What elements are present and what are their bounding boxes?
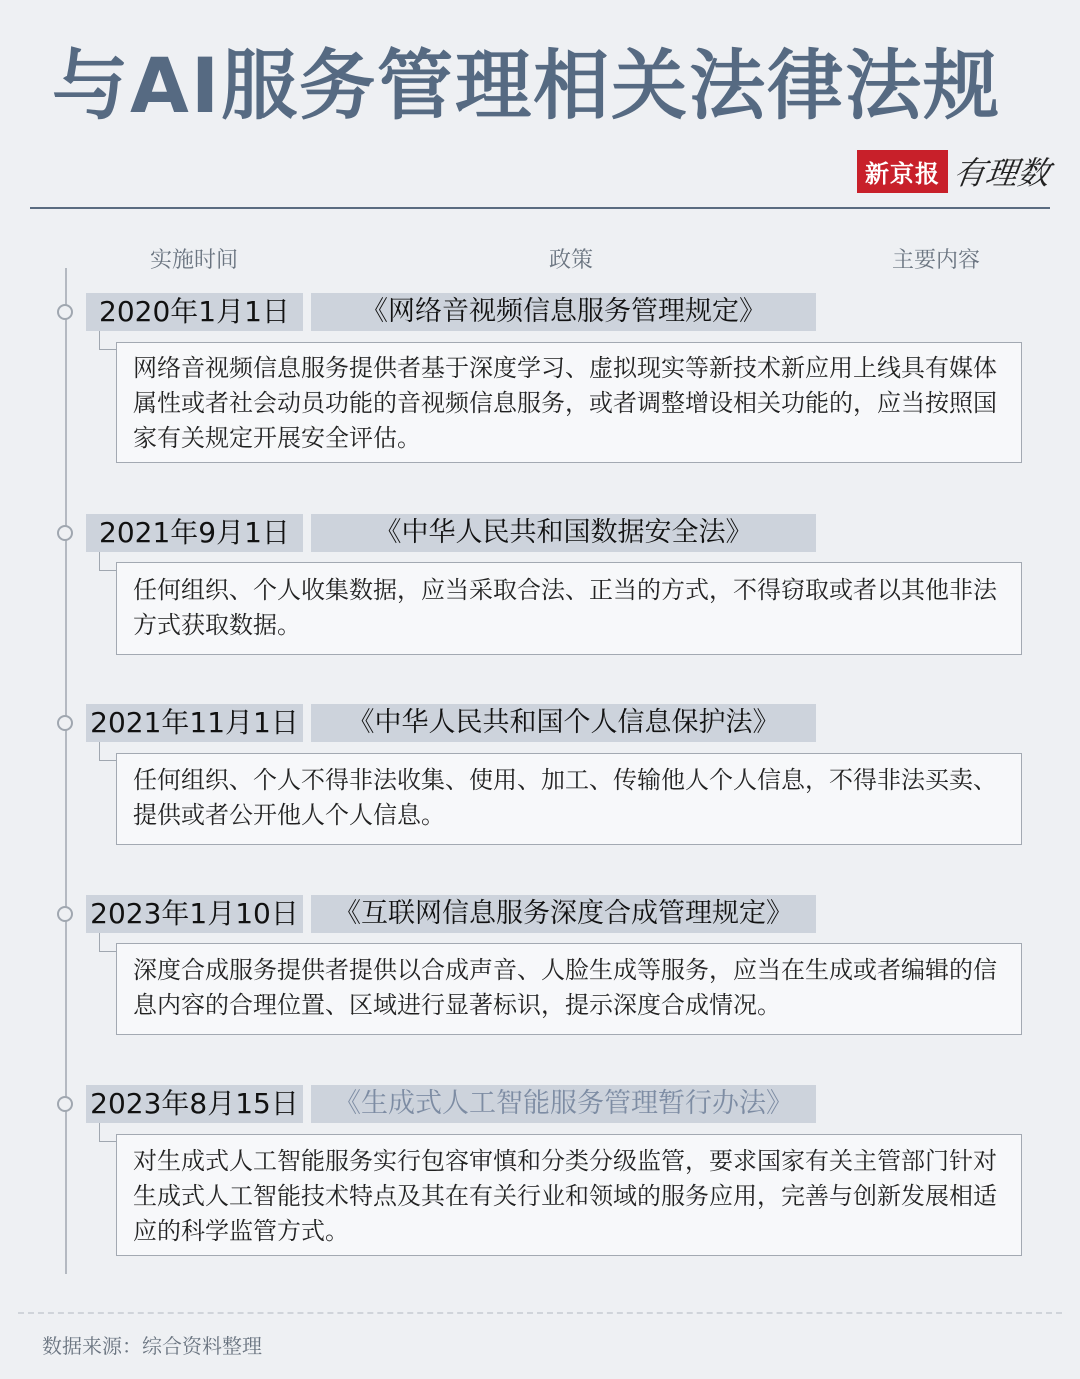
timeline-dot	[57, 1096, 73, 1112]
entry-policy: 《互联网信息服务深度合成管理规定》	[311, 895, 816, 933]
timeline-line	[65, 268, 67, 1274]
entry-date: 2023年8月15日	[86, 1085, 303, 1123]
timeline-dot	[57, 906, 73, 922]
column-header-content: 主要内容	[891, 248, 980, 273]
entry-policy: 《中华人民共和国数据安全法》	[311, 514, 816, 552]
entry-content: 深度合成服务提供者提供以合成声音、人脸生成等服务，应当在生成或者编辑的信息内容的合理位置、区域进行显著标识，提示深度合成情况。	[116, 943, 1022, 1035]
timeline-dot	[57, 525, 73, 541]
timeline-dot	[57, 304, 73, 320]
entry-policy: 《中华人民共和国个人信息保护法》	[311, 704, 816, 742]
entry-content: 任何组织、个人不得非法收集、使用、加工、传输他人个人信息，不得非法买卖、提供或者公开他人个人信息。	[116, 753, 1022, 845]
source-note: 数据来源：综合资料整理	[42, 1334, 262, 1358]
brand-logo	[857, 148, 1053, 194]
entry-date: 2023年1月10日	[86, 895, 303, 933]
entry-date: 2021年9月1日	[86, 514, 303, 552]
brand-name: 新京报	[857, 150, 948, 193]
entry-policy: 《网络音视频信息服务管理规定》	[311, 293, 816, 331]
entry-date: 2021年11月1日	[86, 704, 303, 742]
entry-policy: 《生成式人工智能服务管理暂行办法》	[311, 1085, 816, 1123]
entry-content: 网络音视频信息服务提供者基于深度学习、虚拟现实等新技术新应用上线具有媒体属性或者社会动员功能的音视频信息服务，或者调整增设相关功能的，应当按照国家有关规定开展安全评估。	[116, 342, 1022, 463]
entry-content: 任何组织、个人收集数据，应当采取合法、正当的方式，不得窃取或者以其他非法方式获取数据。	[116, 562, 1022, 655]
entry-content: 对生成式人工智能服务实行包容审慎和分类分级监管，要求国家有关主管部门针对生成式人工智能技术特点及其在有关行业和领域的服务应用，完善与创新发展相适应的科学监管方式。	[116, 1134, 1022, 1256]
timeline-dot	[57, 715, 73, 731]
page-title: 与AI服务管理相关法律法规	[52, 41, 1002, 130]
header-divider	[30, 207, 1050, 209]
brand-sub: 有理数	[951, 154, 1053, 192]
column-header-policy: 政策	[549, 248, 594, 273]
entry-date: 2020年1月1日	[86, 293, 303, 331]
column-header-date: 实施时间	[150, 248, 239, 273]
footer-divider	[18, 1312, 1062, 1314]
